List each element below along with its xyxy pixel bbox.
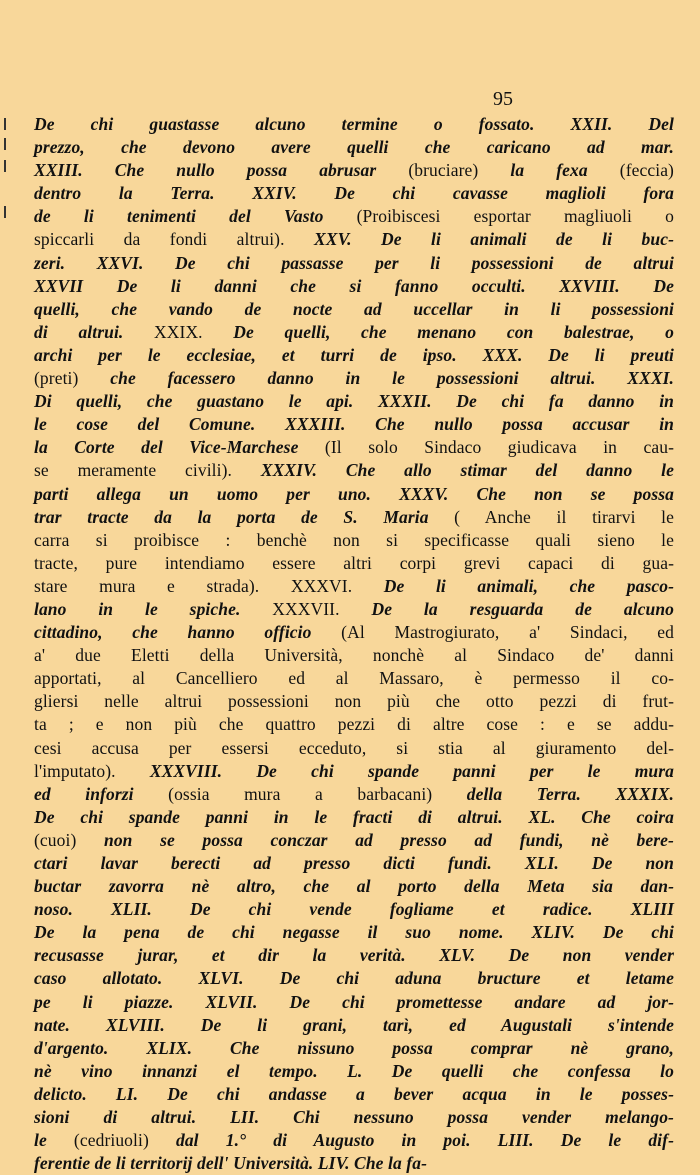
text-line — [34, 667, 674, 690]
text-line — [34, 228, 674, 251]
roman-segment: (feccia) — [587, 160, 674, 181]
roman-segment: (cedriuoli) — [46, 1130, 176, 1151]
italic-segment: pe li piazze. XLVII. De chi promettesse andare ad jor- — [34, 991, 674, 1012]
italic-segment: ed inforzi — [34, 783, 134, 804]
text-line — [34, 644, 674, 667]
italic-segment: quelli, che vando de nocte ad uccellar in li possessioni — [34, 298, 674, 319]
text-line — [34, 1037, 674, 1060]
text-line — [34, 205, 674, 228]
italic-segment: caso allotato. XLVI. De chi aduna bructure et letame — [34, 968, 674, 989]
italic-segment: dentro la Terra. XXIV. De chi cavasse maglioli fora — [34, 183, 674, 204]
text-line — [34, 760, 674, 783]
italic-segment: Di quelli, che guastano le api. XXXII. De chi fa danno in — [34, 391, 674, 412]
italic-segment: XXV. De li animali de li buc- — [314, 229, 674, 250]
text-line — [34, 1083, 674, 1106]
page-number: 95 — [493, 88, 513, 110]
italic-segment: della Terra. XXXIX. — [466, 783, 674, 804]
roman-segment: ta ; e non più che quattro pezzi di altre cose : e se addu- — [34, 714, 674, 735]
italic-segment: nè vino innanzi el tempo. L. De quelli che confessa lo — [34, 1060, 674, 1081]
roman-segment: cesi accusa per essersi ecceduto, si stia al giuramento del- — [34, 737, 674, 758]
text-line — [34, 252, 674, 275]
italic-segment: dal 1.° di Augusto in poi. LIII. De le dif- — [175, 1130, 675, 1151]
italic-segment: De la resguarda de alcuno — [371, 598, 675, 619]
text-line — [34, 806, 674, 829]
margin-mark — [4, 118, 6, 130]
roman-segment: carra si proibisce : benchè non si specificasse quali sieno le — [34, 529, 674, 550]
text-line — [34, 459, 674, 482]
text-line — [34, 413, 674, 436]
text-line — [34, 436, 674, 459]
text-line — [34, 1152, 674, 1175]
italic-segment: De la pena de chi negasse il suo nome. XLIV. De chi — [34, 922, 674, 943]
italic-segment: De quelli, che menano con balestrae, o — [233, 321, 674, 342]
italic-segment: la fexa — [510, 160, 588, 181]
italic-segment: XXXVIII. De chi spande panni per le mura — [149, 760, 674, 781]
text-line — [34, 159, 674, 182]
italic-segment: De li animali, che pasco- — [383, 575, 675, 596]
roman-segment: apportati, al Cancelliero ed al Massaro, è permesso il co- — [34, 668, 674, 689]
italic-segment: che facessero danno in le possessioni altrui. XXXI. — [110, 368, 674, 389]
text-line — [34, 483, 674, 506]
text-line — [34, 182, 674, 205]
italic-segment: nate. XLVIII. De li grani, tarì, ed Augustali s'intende — [34, 1014, 674, 1035]
italic-segment: de li tenimenti del Vasto — [34, 206, 324, 227]
italic-segment: archi per le ecclesiae, et turri de ipso. XXX. De li preuti — [34, 344, 674, 365]
text-line — [34, 298, 674, 321]
italic-segment: zeri. XXVI. De chi passasse per li possessioni de altrui — [34, 252, 674, 273]
roman-segment: ( Anche il tirarvi le — [428, 506, 674, 527]
text-line — [34, 344, 674, 367]
roman-segment: (Proibiscesi esportar magliuoli o — [323, 206, 674, 227]
roman-segment: (preti) — [34, 368, 111, 389]
roman-segment: spiccarli da fondi altrui). — [34, 229, 315, 250]
text-line — [34, 598, 674, 621]
italic-segment: lano in le spiche. — [34, 598, 241, 619]
roman-segment: stare mura e strada). XXXVI. — [34, 575, 384, 596]
text-line — [34, 875, 674, 898]
italic-segment: XXIII. Che nullo possa abrusar — [34, 160, 377, 181]
text-line — [34, 1060, 674, 1083]
text-line — [34, 136, 674, 159]
text-line — [34, 1014, 674, 1037]
italic-segment: la Corte del Vice-Marchese — [34, 437, 299, 458]
text-line — [34, 621, 674, 644]
italic-segment: trar tracte da la porta de S. Maria — [34, 506, 429, 527]
roman-segment: XXXVII. — [240, 598, 372, 619]
text-line — [34, 967, 674, 990]
italic-segment: cittadino, che hanno officio — [34, 622, 312, 643]
roman-segment: tracte, pure intendiamo essere altri corpi grevi capaci di gua- — [34, 552, 674, 573]
italic-segment: XXVII De li danni che si fanno occulti. XXVIII. De — [34, 275, 674, 296]
roman-segment: (Il solo Sindaco giudicava in cau- — [298, 437, 674, 458]
italic-segment: sioni di altrui. LII. Chi nessuno possa vender melango- — [34, 1107, 674, 1128]
text-line — [34, 829, 674, 852]
text-line — [34, 1129, 674, 1152]
italic-segment: d'argento. XLIX. Che nissuno possa comprar nè grano, — [34, 1037, 674, 1058]
text-line — [34, 113, 674, 136]
text-line — [34, 944, 674, 967]
roman-segment: gliersi nelle altrui possessioni non più che otto pezzi di frut- — [34, 691, 674, 712]
italic-segment: le cose del Comune. XXXIII. Che nullo possa accusar in — [34, 414, 674, 435]
roman-segment: (ossia mura a barbacani) — [133, 783, 467, 804]
roman-segment: se meramente civili). — [34, 460, 261, 481]
text-line — [34, 321, 674, 344]
text-line — [34, 367, 674, 390]
text-line — [34, 552, 674, 575]
roman-segment: XXIX. — [123, 321, 234, 342]
text-line — [34, 690, 674, 713]
italic-segment: ferentie de li territorij dell' Università. LIV. Che la fa- — [34, 1153, 427, 1174]
text-line — [34, 783, 674, 806]
italic-segment: non se possa conczar ad presso ad fundi, nè bere- — [104, 829, 674, 850]
text-line — [34, 390, 674, 413]
italic-segment: noso. XLII. De chi vende fogliame et radice. XLIII — [34, 899, 674, 920]
text-line — [34, 713, 674, 736]
margin-mark — [4, 206, 6, 218]
text-line — [34, 898, 674, 921]
italic-segment: recusasse jurar, et dir la verità. XLV. De non vender — [34, 945, 674, 966]
italic-segment: le — [34, 1130, 47, 1151]
italic-segment: di altrui. — [34, 321, 124, 342]
text-line — [34, 529, 674, 552]
italic-segment: parti allega un uomo per uno. XXXV. Che non se possa — [34, 483, 674, 504]
roman-segment: (Al Mastrogiurato, a' Sindaci, ed — [311, 622, 675, 643]
italic-segment: ctari lavar berecti ad presso dicti fundi. XLI. De non — [34, 853, 674, 873]
text-line — [34, 1106, 674, 1129]
italic-segment: De chi guastasse alcuno termine o fossato. XXII. Del — [34, 114, 674, 134]
text-line — [34, 506, 674, 529]
text-line — [34, 737, 674, 760]
text-line — [34, 921, 674, 944]
text-line — [34, 991, 674, 1014]
roman-segment: (bruciare) — [376, 160, 511, 181]
text-line — [34, 852, 674, 875]
roman-segment: l'imputato). — [34, 760, 150, 781]
margin-mark — [4, 138, 6, 150]
italic-segment: buctar zavorra nè altro, che al porto della Meta sia dan- — [34, 876, 674, 897]
text-line — [34, 575, 674, 598]
roman-segment: a' due Eletti della Università, nonchè al Sindaco de' danni — [34, 645, 674, 666]
italic-segment: delicto. LI. De chi andasse a bever acqua in le posses- — [34, 1083, 674, 1104]
text-line — [34, 275, 674, 298]
margin-mark — [4, 160, 6, 172]
document-text — [34, 113, 674, 1175]
italic-segment: prezzo, che devono avere quelli che caricano ad mar. — [34, 137, 674, 158]
roman-segment: (cuoi) — [34, 829, 104, 850]
italic-segment: De chi spande panni in le fracti di altrui. XL. Che coira — [34, 806, 674, 827]
italic-segment: XXXIV. Che allo stimar del danno le — [260, 460, 674, 481]
